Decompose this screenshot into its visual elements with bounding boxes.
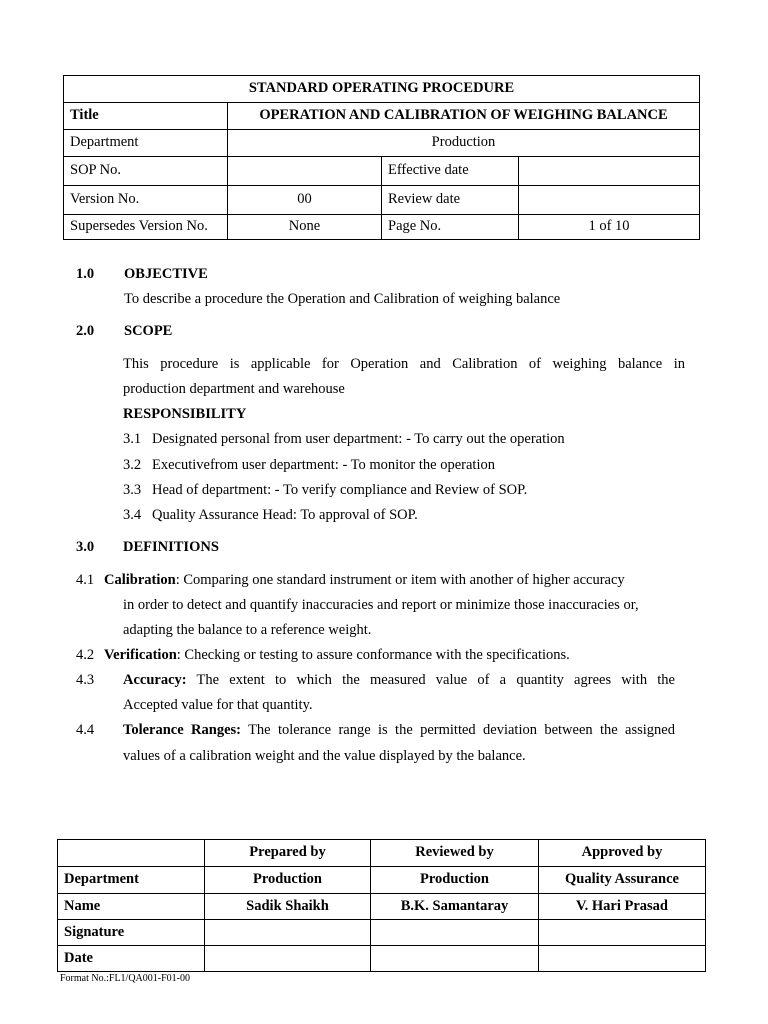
row-label: Department	[58, 867, 205, 894]
responsibility-item-text: Designated personal from user department: - To carry out the operation	[152, 431, 565, 447]
definitions-heading: DEFINITIONS	[123, 539, 219, 555]
supersedes-value: None	[228, 215, 382, 240]
definition-number: 4.1	[76, 572, 95, 588]
title-value: OPERATION AND CALIBRATION OF WEIGHING BALANCE	[228, 103, 700, 130]
table-cell: Sadik Shaikh	[205, 894, 371, 920]
table-row	[58, 894, 706, 920]
approval-table	[57, 839, 706, 972]
table-cell	[371, 946, 539, 972]
prepared-by-header: Prepared by	[205, 840, 371, 867]
table-cell: Production	[205, 867, 371, 894]
table-cell	[371, 920, 539, 946]
supersedes-label: Supersedes Version No.	[64, 215, 228, 240]
definition-number: 4.2	[76, 647, 95, 663]
definition-verification	[104, 647, 570, 664]
definition-text: : Checking or testing to assure conformance with the specifications.	[176, 647, 570, 663]
table-row	[58, 867, 706, 894]
responsibility-item-num: 3.2	[123, 457, 142, 473]
effective-date-value	[519, 157, 700, 186]
responsibility-item-num: 3.4	[123, 507, 142, 523]
table-cell	[205, 946, 371, 972]
table-cell: Quality Assurance	[539, 867, 706, 894]
table-cell	[539, 920, 706, 946]
definition-term: Tolerance Ranges:	[123, 722, 241, 738]
objective-heading: OBJECTIVE	[124, 266, 208, 282]
definition-text: The extent to which the measured value of a quantity agrees with the	[186, 672, 675, 688]
definition-tolerance-line1	[123, 722, 675, 739]
version-label: Version No.	[64, 186, 228, 215]
objective-text: To describe a procedure the Operation and Calibration of weighing balance	[124, 291, 561, 307]
title-label: Title	[64, 103, 228, 130]
scope-heading: SCOPE	[124, 323, 173, 339]
department-label: Department	[64, 130, 228, 157]
responsibility-item-text: Head of department: - To verify compliance and Review of SOP.	[152, 482, 528, 498]
responsibility-item-text: Quality Assurance Head: To approval of SOP.	[152, 507, 418, 523]
definition-number: 4.3	[76, 672, 95, 688]
table-cell	[539, 946, 706, 972]
version-value: 00	[228, 186, 382, 215]
approved-by-header: Approved by	[539, 840, 706, 867]
table-cell: B.K. Samantaray	[371, 894, 539, 920]
definition-term: Calibration	[104, 572, 176, 588]
table-cell: Production	[371, 867, 539, 894]
responsibility-item-num: 3.3	[123, 482, 142, 498]
responsibility-item-text: Executivefrom user department: - To monitor the operation	[152, 457, 495, 473]
row-label: Name	[58, 894, 205, 920]
approval-corner-cell	[58, 840, 205, 867]
objective-number: 1.0	[76, 266, 95, 282]
definition-accuracy-line2: Accepted value for that quantity.	[123, 697, 313, 713]
definition-calibration-line1	[104, 572, 675, 589]
row-label: Date	[58, 946, 205, 972]
definition-calibration-line2: in order to detect and quantify inaccuracies and report or minimize those inaccuracies or,	[123, 597, 639, 613]
definition-accuracy-line1	[123, 672, 675, 689]
definitions-number: 3.0	[76, 539, 95, 555]
definition-term: Accuracy:	[123, 672, 187, 688]
definition-calibration-line3: adapting the balance to a reference weight.	[123, 622, 372, 638]
reviewed-by-header: Reviewed by	[371, 840, 539, 867]
department-value: Production	[228, 130, 700, 157]
table-row	[58, 920, 706, 946]
table-cell: V. Hari Prasad	[539, 894, 706, 920]
effective-date-label: Effective date	[382, 157, 519, 186]
page-no-value: 1 of 10	[519, 215, 700, 240]
scope-text-line2: production department and warehouse	[123, 381, 345, 397]
responsibility-heading: RESPONSIBILITY	[123, 406, 247, 422]
sop-no-value	[228, 157, 382, 186]
sop-no-label: SOP No.	[64, 157, 228, 186]
definition-tolerance-line2: values of a calibration weight and the value displayed by the balance.	[123, 748, 526, 764]
definition-text: The tolerance range is the permitted deviation between the assigned	[240, 722, 675, 738]
row-label: Signature	[58, 920, 205, 946]
sop-banner: STANDARD OPERATING PROCEDURE	[64, 76, 700, 103]
sop-header-table	[63, 75, 700, 240]
definition-term: Verification	[104, 647, 177, 663]
definition-text: : Comparing one standard instrument or item with another of higher accuracy	[175, 572, 625, 588]
review-date-label: Review date	[382, 186, 519, 215]
page-no-label: Page No.	[382, 215, 519, 240]
scope-text-line1: This procedure is applicable for Operation and Calibration of weighing balance in	[123, 356, 685, 372]
scope-number: 2.0	[76, 323, 95, 339]
definition-number: 4.4	[76, 722, 95, 738]
format-number: Format No.:FL1/QA001-F01-00	[60, 973, 190, 984]
table-row	[58, 946, 706, 972]
review-date-value	[519, 186, 700, 215]
table-cell	[205, 920, 371, 946]
responsibility-item-num: 3.1	[123, 431, 142, 447]
